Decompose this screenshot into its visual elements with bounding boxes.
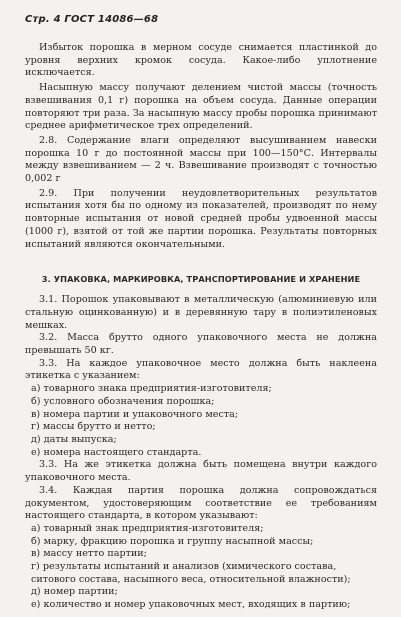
paragraph-2-9: 2.9. При получении неудовлетворительных результатов испытания хотя бы по одному из показателей, производят по нему повторные испытания от новой средней пробы удвоенной массы (1000 г), взятой от той же партии порошка. Результаты повторных испытаний являются окончательными. (25, 187, 377, 250)
list-item: а) товарного знака предприятия-изготовителя; (31, 383, 272, 395)
label-list (25, 383, 377, 459)
paragraph-3-3: 3.3. На каждое упаковочное место должна быть наклеена этикетка с указанием: (25, 357, 377, 382)
paragraph-3-2: 3.2. Масса брутто одного упаковочного места не должна превышать 50 кг. (25, 332, 377, 357)
list-item: г) массы брутто и нетто; (31, 421, 156, 433)
list-item: г) результаты испытаний и анализов (химического состава, ситового состава, насыпного веса, относительной влажности); (31, 561, 351, 585)
list-item: в) массу нетто партии; (31, 548, 147, 560)
list-item: е) номера настоящего стандарта. (31, 446, 202, 458)
list-item: д) номер партии; (31, 586, 118, 598)
section-3-title: 3. УПАКОВКА, МАРКИРОВКА, ТРАНСПОРТИРОВАНИЕ И ХРАНЕНИЕ (41, 274, 361, 285)
paragraph-excess-powder: Избыток порошка в мерном сосуде снимается пластинкой до уровня верхних кромок сосуда. Какое-либо уплотнение исключается. (25, 42, 377, 79)
list-item: д) даты выпуска; (31, 433, 117, 445)
list-item: а) товарный знак предприятия-изготовителя; (31, 522, 264, 534)
paragraph-3-1: 3.1. Порошок упаковывают в металлическую (алюминиевую или стальную оцинкованную) и в деревянную тару в полиэтиленовых мешках. (25, 294, 377, 331)
page-header: Стр. 4 ГОСТ 14086—68 (25, 14, 159, 25)
paragraph-3-4: 3.4. Каждая партия порошка должна сопровождаться документом, удостоверяющим соответствие ее требованиям настоящего стандарта, в котором указывают: (25, 484, 377, 522)
list-item: в) номера партии и упаковочного места; (31, 408, 239, 420)
document-list (25, 523, 377, 612)
list-item: е) количество и номер упаковочных мест, входящих в партию; (31, 599, 351, 611)
list-item: б) марку, фракцию порошка и группу насыпной массы; (31, 535, 314, 547)
list-item: б) условного обозначения порошка; (31, 395, 215, 407)
paragraph-2-8: 2.8. Содержание влаги определяют высушиванием навески порошка 10 г до постоянной массы при 100—150°С. Интервалы между взвешиванием — 2 ч. Взвешивание производят с точностью 0,002 г (25, 134, 377, 185)
paragraph-label-placement: 3.3. На же этикетка должна быть помещена внутри каждого упаковочного места. (25, 459, 377, 484)
paragraph-bulk-mass: Насыпную массу получают делением чистой массы (точность взвешивания 0,1 г) порошка на объем сосуда. Данные операции повторяют три раза. За насыпную массу пробы порошка принимают среднее арифметическое трех определений. (25, 82, 377, 132)
